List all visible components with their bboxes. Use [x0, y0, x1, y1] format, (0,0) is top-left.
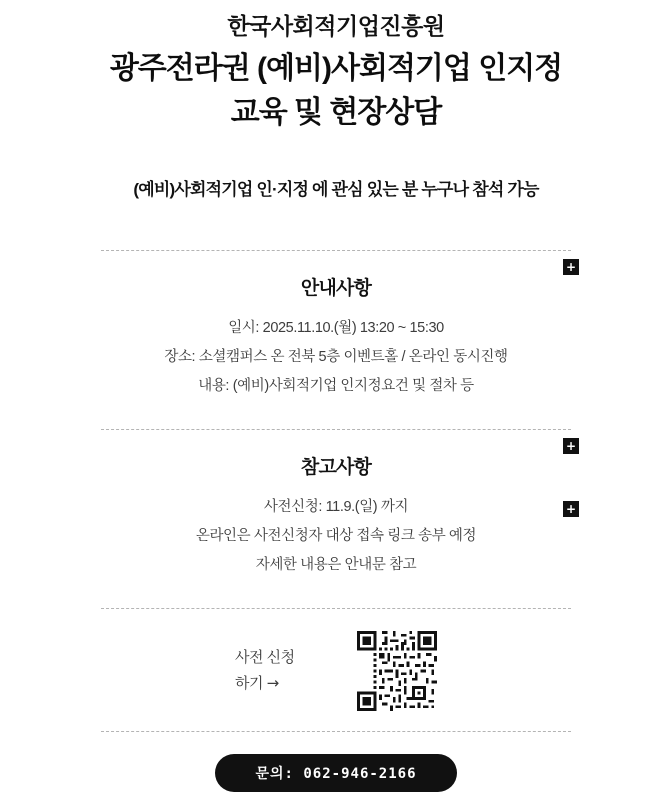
section-reference-line-2: 온라인은 사전신청자 대상 접속 링크 송부 예정 — [195, 527, 477, 544]
section-notice-title: 안내사항 — [300, 277, 372, 299]
footer — [0, 754, 672, 792]
plus-marker-1: + — [563, 259, 579, 275]
qr-apply-label-line2: 하기 — [235, 674, 263, 692]
section-reference-line-3: 자세한 내용은 안내문 참고 — [255, 556, 417, 573]
section-notice-line-2: 장소: 소셜캠퍼스 온 전북 5층 이벤트홀 / 온라인 동시진행 — [164, 348, 508, 365]
page-title-line1: 광주전라권 (예비)사회적기업 인지정 — [109, 52, 563, 86]
qr-apply-label-line1: 사전 신청 — [235, 649, 295, 667]
divider-2 — [101, 429, 577, 453]
section-notice-line-3: 내용: (예비)사회적기업 인지정요건 및 절차 등 — [198, 377, 474, 394]
organization-name: 한국사회적기업진흥원 — [227, 13, 445, 39]
section-reference-line-1: 사전신청: 11.9.(일) 까지 — [263, 498, 409, 515]
section-notice — [0, 273, 672, 401]
qr-apply-label — [235, 645, 327, 696]
section-reference-title: 참고사항 — [300, 456, 372, 478]
plus-marker-3: + — [563, 501, 579, 517]
section-notice-line-1: 일시: 2025.11.10.(월) 13:20 ~ 15:30 — [228, 319, 444, 336]
divider-4 — [101, 731, 571, 732]
qr-apply-row[interactable] — [0, 631, 672, 711]
arrow-right-icon: → — [266, 673, 279, 692]
divider-1 — [101, 250, 577, 274]
plus-marker-2: + — [563, 438, 579, 454]
qr-apply-label-line2-wrap — [235, 671, 327, 697]
contact-pill: 문의: 062-946-2166 — [215, 754, 456, 792]
qr-code-icon[interactable] — [357, 631, 437, 711]
tagline: (예비)사회적기업 인·지정 에 관심 있는 분 누구나 참석 가능 — [133, 179, 539, 199]
page-title-line2: 교육 및 현장상담 — [230, 96, 442, 130]
poster-header — [0, 0, 672, 200]
